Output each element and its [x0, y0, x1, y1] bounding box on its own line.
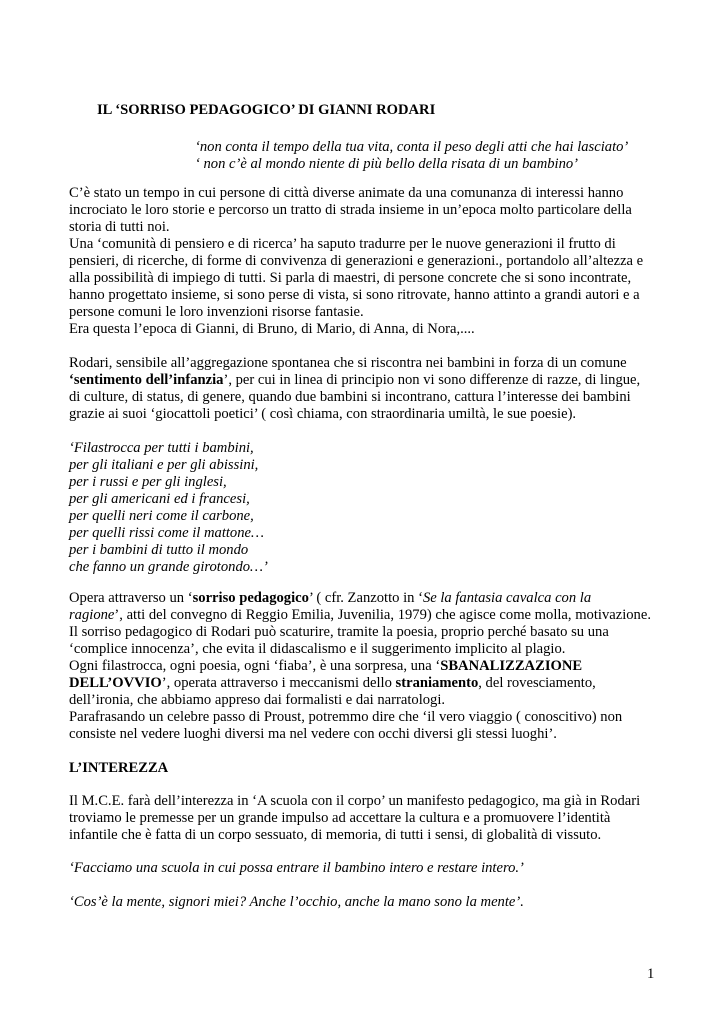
text-line: Parafrasando un celebre passo di Proust, potremmo dire che ‘il vero viaggio ( conoscitivo) non [69, 709, 623, 725]
text-line: Una ‘comunità di pensiero e di ricerca’ ha saputo tradurre per le nuove generazioni il frutto di [69, 236, 616, 252]
text-span: ’, atti del convegno di Reggio Emilia, Juvenilia, 1979) che agisce come molla, motivazione. [114, 607, 651, 623]
text-line [69, 675, 596, 692]
text-line [69, 658, 582, 675]
text-line: infantile che è fatta di un corpo sessuato, di memoria, di tutti i sensi, di globalità di vissuto. [69, 827, 602, 843]
poem-line: per gli americani ed i francesi, [69, 491, 250, 507]
text-line: C’è stato un tempo in cui persone di città diverse animate da una comunanza di interessi hanno [69, 185, 624, 201]
bold-term: SBANALIZZAZIONE [440, 658, 583, 674]
section-heading: L’INTEREZZA [69, 760, 169, 776]
page-number: 1 [647, 966, 655, 982]
text-line: ‘complice innocenza’, che evita il didascalismo e il suggerimento implicito al plagio. [69, 641, 566, 657]
italic-title: Se la fantasia cavalca con la [422, 590, 592, 606]
text-line: storia di tutti noi. [69, 219, 170, 235]
poem-line: per gli italiani e per gli abissini, [69, 457, 259, 473]
text-line: Il M.C.E. farà dell’interezza in ‘A scuola con il corpo’ un manifesto pedagogico, ma già in Rodari [69, 793, 641, 809]
poem-line: ‘Filastrocca per tutti i bambini, [69, 440, 254, 456]
text-line: pensieri, di ricerche, di forme di convivenza di generazioni e generazioni., portandolo all’altezza e [69, 253, 644, 269]
bold-term: sorriso pedagogico [192, 590, 309, 606]
text-line [69, 372, 640, 389]
text-span: , del rovesciamento, [478, 675, 596, 691]
text-span: Opera attraverso un ‘ [69, 590, 193, 606]
text-line [69, 607, 651, 624]
text-span: ’, per cui in linea di principio non vi sono differenze di razze, di lingue, [223, 372, 641, 388]
text-line: consiste nel vedere luoghi diversi ma nel vedere con occhi diversi gli stessi luoghi’. [69, 726, 557, 742]
bold-term: DELL’OVVIO [69, 675, 162, 691]
text-line: Rodari, sensibile all’aggregazione spontanea che si riscontra nei bambini in forza di un comune [69, 355, 627, 371]
text-line: alla possibilità di impiego di tutti. Si parla di maestri, di persone concrete che si sono incontrate, [69, 270, 632, 286]
italic-title: ragione [69, 607, 115, 623]
text-line: Era questa l’epoca di Gianni, di Bruno, di Mario, di Anna, di Nora,.... [69, 321, 475, 337]
poem-line: per quelli neri come il carbone, [69, 508, 254, 524]
text-line: Il sorriso pedagogico di Rodari può scaturire, tramite la poesia, proprio perché basato su una [69, 624, 609, 640]
poem-line: per i russi e per gli inglesi, [69, 474, 227, 490]
text-line: hanno progettato insieme, si sono perse di vista, si sono ritrovate, hanno attinto a grandi autori e a [69, 287, 640, 303]
poem-line: per i bambini di tutto il mondo [69, 542, 249, 558]
poem-line: per quelli rissi come il mattone… [69, 525, 264, 541]
text-line: persone comuni le loro invenzioni risorse fantasie. [69, 304, 364, 320]
page-title: IL ‘SORRISO PEDAGOGICO’ DI GIANNI RODARI [97, 102, 436, 118]
text-span: ’, operata attraverso i meccanismi dello [161, 675, 396, 691]
text-line: dell’ironia, che abbiamo appreso dai formalisti e dai narratologi. [69, 692, 446, 708]
epigraph-2: ‘ non c’è al mondo niente di più bello della risata di un bambino’ [195, 156, 579, 172]
poem-line: che fanno un grande girotondo…’ [69, 559, 268, 575]
text-line [69, 590, 591, 607]
bold-term: straniamento [395, 675, 479, 691]
text-line: di culture, di status, di genere, quando due bambini si incontrano, cattura l’interesse dei bambini [69, 389, 631, 405]
text-span: ’ ( cfr. Zanzotto in ‘ [308, 590, 423, 606]
text-line: troviamo le premesse per un grande impulso ad accettare la cultura e a promuovere l’identità [69, 810, 611, 826]
bold-term: ‘sentimento dell’infanzia [69, 372, 224, 388]
epigraph-1: ‘non conta il tempo della tua vita, conta il peso degli atti che hai lasciato’ [195, 139, 629, 155]
text-line: incrociato le loro storie e percorso un tratto di strada insieme in un’epoca molto particolare della [69, 202, 632, 218]
text-line: grazie ai suoi ‘giocattoli poetici’ ( così chiama, con straordinaria umiltà, le sue poesie). [69, 406, 577, 422]
quote: ‘Facciamo una scuola in cui possa entrare il bambino intero e restare intero.’ [69, 860, 524, 876]
text-span: Ogni filastrocca, ogni poesia, ogni ‘fiaba’, è una sorpresa, una ‘ [69, 658, 441, 674]
quote: ‘Cos’è la mente, signori miei? Anche l’occhio, anche la mano sono la mente’. [69, 894, 524, 910]
